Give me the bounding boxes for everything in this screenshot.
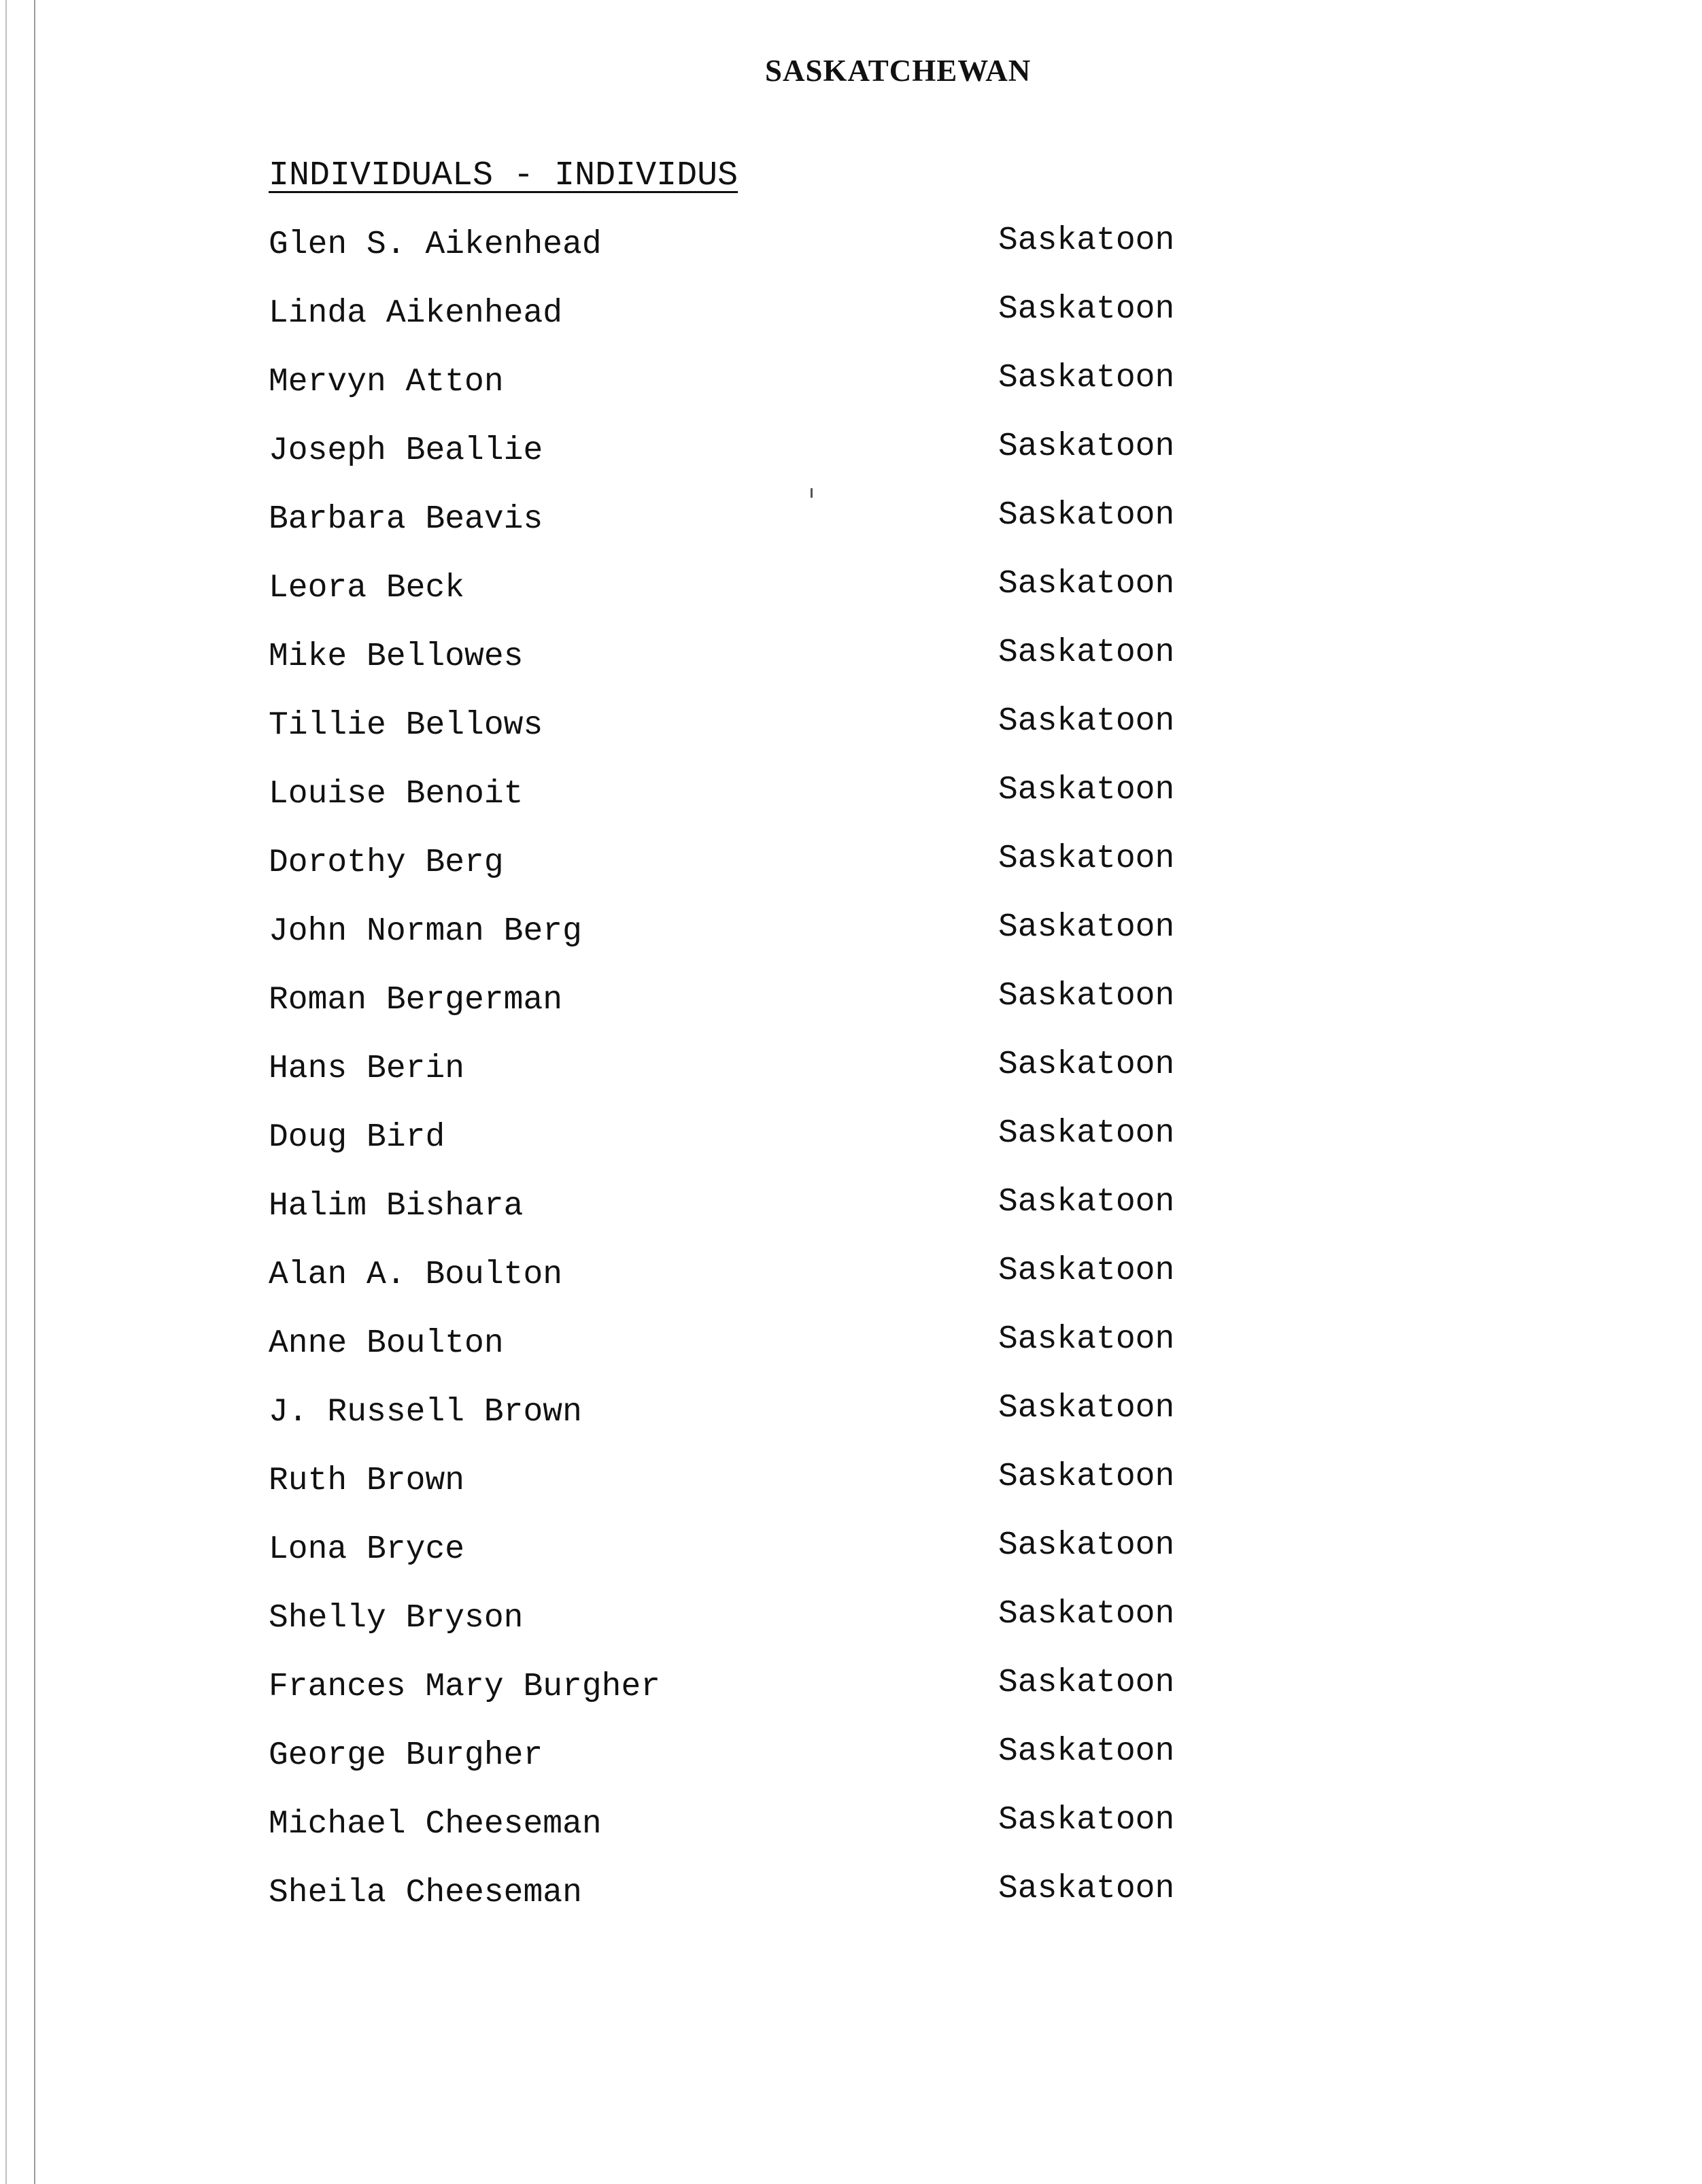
individual-name: Mervyn Atton <box>269 364 504 400</box>
list-item <box>269 909 1275 982</box>
individual-city: Saskatoon <box>998 222 1175 259</box>
individual-city: Saskatoon <box>998 1046 1175 1083</box>
page-binding-edge <box>5 0 7 2184</box>
individual-name: Ruth Brown <box>269 1463 465 1499</box>
individual-city: Saskatoon <box>998 428 1175 465</box>
list-item <box>269 428 1275 501</box>
page-title: SASKATCHEWAN <box>765 54 1032 88</box>
list-item <box>269 1596 1275 1669</box>
list-item <box>269 1733 1275 1806</box>
individual-city: Saskatoon <box>998 978 1175 1014</box>
individual-city: Saskatoon <box>998 1321 1175 1358</box>
scan-speck <box>811 488 813 498</box>
list-item <box>269 1321 1275 1394</box>
list-item <box>269 566 1275 638</box>
individual-city: Saskatoon <box>998 1252 1175 1289</box>
individual-city: Saskatoon <box>998 566 1175 602</box>
page-binding-edge <box>34 0 35 2184</box>
list-item <box>269 1390 1275 1463</box>
individual-name: Sheila Cheeseman <box>269 1875 582 1911</box>
individual-name: Dorothy Berg <box>269 844 504 881</box>
individual-city: Saskatoon <box>998 291 1175 328</box>
individual-name: Barbara Beavis <box>269 501 543 538</box>
list-item <box>269 1871 1275 1943</box>
list-item <box>269 1046 1275 1119</box>
list-item <box>269 1527 1275 1600</box>
list-item <box>269 291 1275 364</box>
list-item <box>269 222 1275 295</box>
individual-name: J. Russell Brown <box>269 1394 582 1431</box>
individual-name: Leora Beck <box>269 570 465 607</box>
list-item <box>269 497 1275 570</box>
list-item <box>269 1184 1275 1257</box>
individual-name: Shelly Bryson <box>269 1600 524 1637</box>
individual-name: Tillie Bellows <box>269 707 543 744</box>
individual-city: Saskatoon <box>998 1871 1175 1907</box>
individual-city: Saskatoon <box>998 772 1175 808</box>
individual-city: Saskatoon <box>998 1390 1175 1427</box>
individual-name: Frances Mary Burgher <box>269 1669 661 1705</box>
individual-name: George Burgher <box>269 1737 543 1774</box>
individual-city: Saskatoon <box>998 1527 1175 1564</box>
list-item <box>269 360 1275 432</box>
individual-name: Roman Bergerman <box>269 982 563 1019</box>
individual-city: Saskatoon <box>998 1458 1175 1495</box>
individual-city: Saskatoon <box>998 1596 1175 1633</box>
individual-city: Saskatoon <box>998 1184 1175 1221</box>
individual-name: Lona Bryce <box>269 1531 465 1568</box>
section-heading: INDIVIDUALS - INDIVIDUS <box>269 156 738 195</box>
individual-city: Saskatoon <box>998 703 1175 740</box>
individual-city: Saskatoon <box>998 909 1175 946</box>
individual-city: Saskatoon <box>998 1665 1175 1701</box>
individual-city: Saskatoon <box>998 1733 1175 1770</box>
individual-city: Saskatoon <box>998 1115 1175 1152</box>
individual-name: Alan A. Boulton <box>269 1257 563 1293</box>
individual-name: Louise Benoit <box>269 776 524 813</box>
list-item <box>269 1802 1275 1875</box>
individual-name: Mike Bellowes <box>269 638 524 675</box>
individual-name: John Norman Berg <box>269 913 582 950</box>
list-item <box>269 634 1275 707</box>
list-item <box>269 978 1275 1051</box>
individual-city: Saskatoon <box>998 497 1175 534</box>
individual-city: Saskatoon <box>998 360 1175 396</box>
individual-name: Linda Aikenhead <box>269 295 563 332</box>
individual-name: Joseph Beallie <box>269 432 543 469</box>
individual-name: Anne Boulton <box>269 1325 504 1362</box>
list-item <box>269 1115 1275 1188</box>
list-item <box>269 772 1275 844</box>
individuals-list <box>269 222 1275 1943</box>
individual-name: Halim Bishara <box>269 1188 524 1225</box>
individual-city: Saskatoon <box>998 1802 1175 1839</box>
individual-name: Hans Berin <box>269 1051 465 1087</box>
list-item <box>269 1252 1275 1325</box>
individual-name: Doug Bird <box>269 1119 445 1156</box>
individual-name: Glen S. Aikenhead <box>269 226 602 263</box>
list-item <box>269 840 1275 913</box>
list-item <box>269 1665 1275 1737</box>
individual-city: Saskatoon <box>998 634 1175 671</box>
list-item <box>269 703 1275 776</box>
individual-name: Michael Cheeseman <box>269 1806 602 1843</box>
list-item <box>269 1458 1275 1531</box>
individual-city: Saskatoon <box>998 840 1175 877</box>
